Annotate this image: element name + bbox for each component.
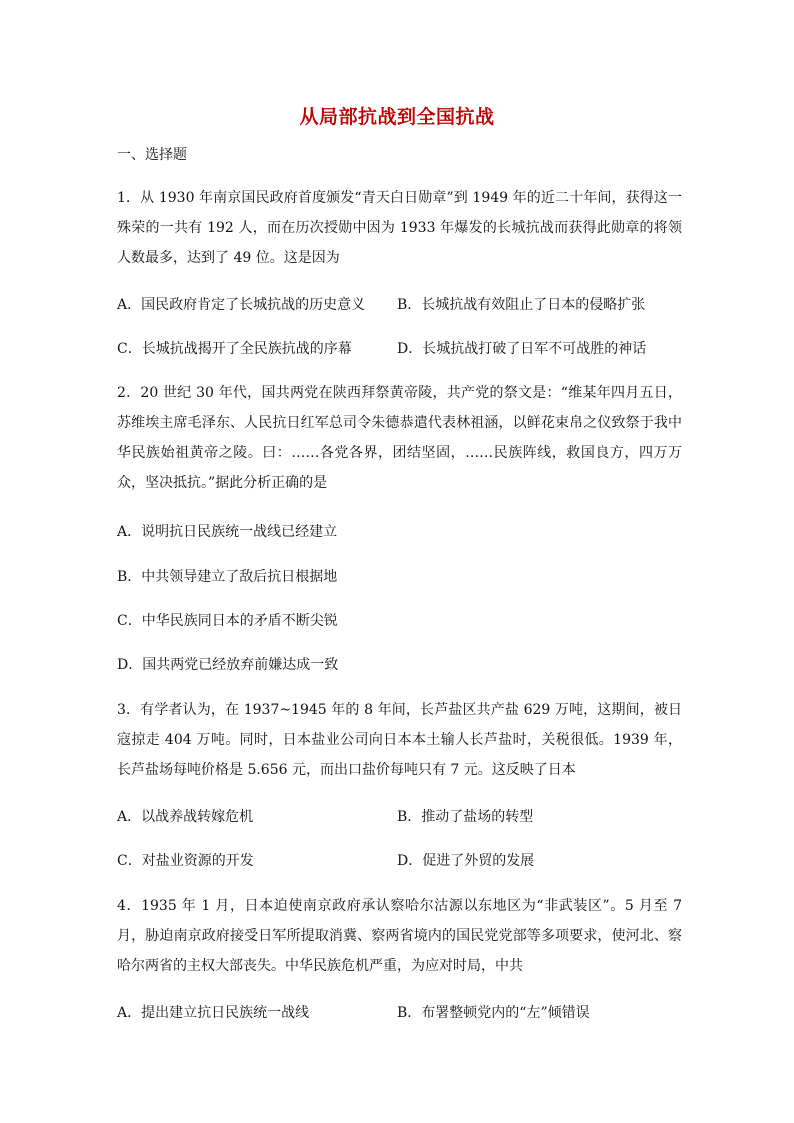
question-1-options-row-2 <box>117 337 682 361</box>
question-1-option-d: D．长城抗战打破了日军不可战胜的神话 <box>397 341 647 357</box>
question-2-option-d: D．国共两党已经放弃前嫌达成一致 <box>117 657 339 673</box>
question-3-option-a: A．以战养战转嫁危机 <box>117 809 254 825</box>
question-1-option-a: A．国民政府肯定了长城抗战的历史意义 <box>117 297 366 313</box>
question-4-option-b: B．布署整顿党内的“左”倾错误 <box>397 1005 590 1021</box>
question-1-stem: 1．从 1930 年南京国民政府首度颁发“青天白日勋章”到 1949 年的近二十年间，获得这一殊荣的一共有 192 人，而在历次授勋中因为 1933 年爆发的长城抗战而获得此勋章的将领人数最多，达到了 49 位。这是因为 <box>117 190 682 266</box>
question-3-option-b: B．推动了盐场的转型 <box>397 809 534 825</box>
question-4-stem: 4．1935 年 1 月，日本迫使南京政府承认察哈尔沽源以东地区为“非武装区”。5 月至 7 月，胁迫南京政府接受日军所提取消冀、察两省境内的国民党党部等多项要求，使河北、察哈尔两省的主权大部丧失。中华民族危机严重，为应对时局，中共 <box>117 898 682 974</box>
question-2-option-b: B．中共领导建立了敌后抗日根据地 <box>117 569 338 585</box>
question-2-option-a: A．说明抗日民族统一战线已经建立 <box>117 524 338 540</box>
section-heading: 一、选择题 <box>117 147 187 163</box>
question-1-options-row-1 <box>117 293 682 317</box>
question-3-options-row-2 <box>117 849 682 873</box>
question-4-options-row-1 <box>117 1001 682 1025</box>
question-3-option-d: D．促进了外贸的发展 <box>397 853 535 869</box>
question-2-stem: 2．20 世纪 30 年代，国共两党在陕西拜祭黄帝陵，共产党的祭文是：“维某年四月五日，苏维埃主席毛泽东、人民抗日红军总司令朱德恭遣代表林祖涵，以鲜花束帛之仪致祭于我中华民族始祖黄帝之陵。曰：……各党各界，团结坚固，……民族阵线，救国良方，四万万众，坚决抵抗。”据此分析正确的是 <box>117 385 682 491</box>
question-2-option-c: C．中华民族同日本的矛盾不断尖锐 <box>117 613 338 629</box>
question-1-option-c: C．长城抗战揭开了全民族抗战的序幕 <box>117 341 352 357</box>
question-3-option-c: C．对盐业资源的开发 <box>117 853 254 869</box>
question-3-stem: 3．有学者认为，在 1937~1945 年的 8 年间，长芦盐区共产盐 629 万吨，这期间，被日寇掠走 404 万吨。同时，日本盐业公司向日本本土输人长芦盐时，关税很低。1939 年，长芦盐场每吨价格是 5.656 元，而出口盐价每吨只有 7 元。这反映了日本 <box>117 702 682 778</box>
page-title: 从局部抗战到全国抗战 <box>299 106 495 128</box>
question-4-option-a: A．提出建立抗日民族统一战线 <box>117 1005 310 1021</box>
question-1-option-b: B．长城抗战有效阻止了日本的侵略扩张 <box>397 297 646 313</box>
question-3-options-row-1 <box>117 805 682 829</box>
